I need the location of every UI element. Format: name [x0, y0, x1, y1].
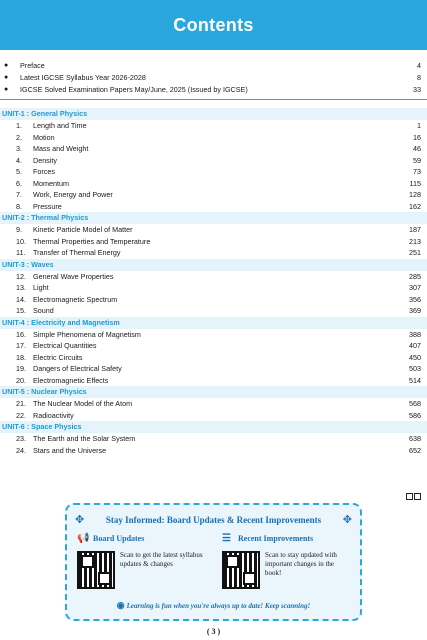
page-number: ( 3 ) [206, 627, 221, 636]
chapter-number: 24. [16, 445, 26, 455]
entry-page: 33 [413, 85, 421, 94]
toc-entry[interactable] [0, 340, 427, 352]
toc-entry[interactable] [0, 143, 427, 155]
star-icon: ✥ [75, 514, 85, 526]
chapter-number: 16. [16, 329, 26, 339]
chapter-title: Light [33, 283, 49, 292]
unit-heading: UNIT-1 : General Physics [0, 108, 427, 120]
contents-banner [0, 0, 427, 50]
entry-title: Preface [20, 61, 45, 70]
entry-page: 4 [417, 61, 421, 70]
chapter-page: 213 [409, 236, 421, 246]
chapter-number: 15. [16, 306, 26, 315]
toc-entry[interactable] [0, 132, 427, 144]
toc-entry[interactable] [0, 236, 427, 248]
chapter-number: 3. [16, 144, 22, 153]
chapter-title: Radioactivity [33, 410, 74, 420]
chapter-title: Length and Time [33, 121, 87, 130]
toc-entry[interactable] [0, 294, 427, 306]
bullet-icon: ● [4, 86, 9, 93]
list-icon: ☰ [222, 533, 231, 544]
chapter-number: 21. [16, 399, 26, 408]
board-updates-text: Scan to get the latest syllabus updates & changes [120, 551, 203, 568]
toc-entry[interactable] [0, 178, 427, 190]
toc-list [0, 108, 427, 456]
chapter-page: 586 [409, 410, 421, 420]
chapter-title: Momentum [33, 178, 69, 188]
chapter-page: 369 [409, 306, 421, 315]
chapter-number: 18. [16, 352, 26, 362]
board-updates-label: Board Updates [93, 534, 145, 543]
recent-improvements-section [222, 533, 352, 577]
chapter-title: Pressure [33, 201, 62, 211]
chapter-number: 13. [16, 283, 26, 292]
toc-entry[interactable] [0, 189, 427, 201]
unit-heading: UNIT-4 : Electricity and Magnetism [0, 317, 427, 329]
chapter-page: 128 [409, 190, 421, 199]
toc-entry[interactable] [0, 398, 427, 410]
chapter-title: Motion [33, 132, 55, 142]
chapter-page: 16 [413, 132, 421, 142]
front-matter-item[interactable] [0, 60, 427, 72]
toc-entry[interactable] [0, 352, 427, 364]
chapter-page: 307 [409, 283, 421, 292]
toc-entry[interactable] [0, 247, 427, 259]
updates-notice-box [65, 503, 362, 621]
chapter-number: 2. [16, 132, 22, 142]
toc-entry[interactable] [0, 166, 427, 178]
board-updates-section [77, 533, 207, 568]
notice-title: Stay Informed: Board Updates & Recent Improvements [105, 515, 322, 525]
chapter-number: 1. [16, 121, 22, 130]
chapter-number: 12. [16, 271, 26, 281]
chapter-title: Dangers of Electrical Safety [33, 364, 122, 373]
chapter-page: 388 [409, 329, 421, 339]
chapter-page: 356 [409, 294, 421, 304]
toc-entry[interactable] [0, 329, 427, 341]
chapter-title: Simple Phenomena of Magnetism [33, 329, 141, 339]
page-title: Contents [173, 15, 254, 35]
chapter-title: Electric Circuits [33, 352, 83, 362]
chapter-title: Sound [33, 306, 54, 315]
toc-entry[interactable] [0, 120, 427, 132]
toc-entry[interactable] [0, 155, 427, 167]
recent-improvements-label: Recent Improvements [238, 534, 314, 543]
megaphone-icon: 📢 [77, 533, 90, 544]
chapter-number: 14. [16, 294, 26, 304]
chapter-page: 73 [413, 167, 421, 176]
chapter-title: Stars and the Universe [33, 445, 107, 455]
chapter-page: 59 [413, 155, 421, 165]
chapter-title: Kinetic Particle Model of Matter [33, 225, 133, 234]
bullet-icon: ● [4, 62, 9, 69]
chapter-page: 251 [409, 248, 421, 257]
front-matter-item[interactable] [0, 84, 427, 96]
chapter-number: 7. [16, 190, 22, 199]
toc-entry[interactable] [0, 410, 427, 422]
notice-footer-text: Learning is fun when you're always up to date! Keep scanning! [126, 602, 311, 610]
divider [0, 99, 427, 100]
chapter-number: 5. [16, 167, 22, 176]
chapter-page: 503 [409, 364, 421, 373]
toc-entry[interactable] [0, 201, 427, 213]
chapter-title: Thermal Properties and Temperature [33, 236, 151, 246]
toc-entry[interactable] [0, 433, 427, 445]
toc-entry[interactable] [0, 445, 427, 457]
chapter-page: 187 [409, 225, 421, 234]
unit-heading: UNIT-5 : Nuclear Physics [0, 386, 427, 398]
toc-entry[interactable] [0, 375, 427, 387]
chapter-page: 568 [409, 399, 421, 408]
chapter-page: 46 [413, 144, 421, 153]
scan-icon: ◉ [116, 600, 125, 610]
chapter-title: Density [33, 155, 57, 165]
board-updates-heading [77, 533, 207, 545]
chapter-number: 4. [16, 155, 22, 165]
toc-entry[interactable] [0, 271, 427, 283]
chapter-title: Forces [33, 167, 55, 176]
chapter-page: 407 [409, 341, 421, 350]
chapter-title: Mass and Weight [33, 144, 89, 153]
notice-footer [67, 600, 360, 611]
recent-improvements-heading [222, 533, 352, 545]
end-marks [406, 493, 421, 500]
chapter-title: Electromagnetic Effects [33, 375, 109, 385]
chapter-number: 23. [16, 434, 26, 443]
chapter-page: 1 [417, 121, 421, 130]
star-icon: ✥ [342, 514, 352, 526]
toc-entry[interactable] [0, 305, 427, 317]
bullet-icon: ● [4, 74, 9, 81]
chapter-number: 11. [16, 248, 26, 257]
chapter-title: The Earth and the Solar System [33, 434, 136, 443]
unit-heading: UNIT-6 : Space Physics [0, 421, 427, 433]
toc-entry[interactable] [0, 363, 427, 375]
chapter-title: Electrical Quantities [33, 341, 97, 350]
entry-page: 8 [417, 73, 421, 82]
front-matter-list [0, 60, 427, 96]
chapter-number: 22. [16, 410, 26, 420]
chapter-title: General Wave Properties [33, 271, 114, 281]
chapter-page: 514 [409, 375, 421, 385]
unit-heading: UNIT-3 : Waves [0, 259, 427, 271]
toc-entry[interactable] [0, 282, 427, 294]
entry-title: IGCSE Solved Examination Papers May/June, 2025 (Issued by IGCSE) [20, 85, 248, 94]
chapter-title: Electromagnetic Spectrum [33, 294, 118, 304]
chapter-number: 19. [16, 364, 26, 373]
chapter-number: 8. [16, 201, 22, 211]
chapter-page: 450 [409, 352, 421, 362]
chapter-number: 17. [16, 341, 26, 350]
qr-code-icon[interactable] [77, 551, 115, 589]
chapter-number: 6. [16, 178, 22, 188]
chapter-page: 162 [409, 201, 421, 211]
chapter-title: Work, Energy and Power [33, 190, 113, 199]
recent-improvements-text: Scan to stay updated with important changes in the book! [265, 551, 337, 577]
chapter-title: The Nuclear Model of the Atom [33, 399, 133, 408]
toc-entry[interactable] [0, 224, 427, 236]
chapter-number: 9. [16, 225, 22, 234]
chapter-page: 115 [409, 178, 421, 188]
chapter-number: 10. [16, 236, 26, 246]
unit-heading: UNIT-2 : Thermal Physics [0, 212, 427, 224]
chapter-page: 638 [409, 434, 421, 443]
chapter-number: 20. [16, 375, 26, 385]
front-matter-item[interactable] [0, 72, 427, 84]
entry-title: Latest IGCSE Syllabus Year 2026-2028 [20, 73, 146, 82]
qr-code-icon[interactable] [222, 551, 260, 589]
chapter-page: 285 [409, 271, 421, 281]
chapter-title: Transfer of Thermal Energy [33, 248, 121, 257]
chapter-page: 652 [409, 445, 421, 455]
